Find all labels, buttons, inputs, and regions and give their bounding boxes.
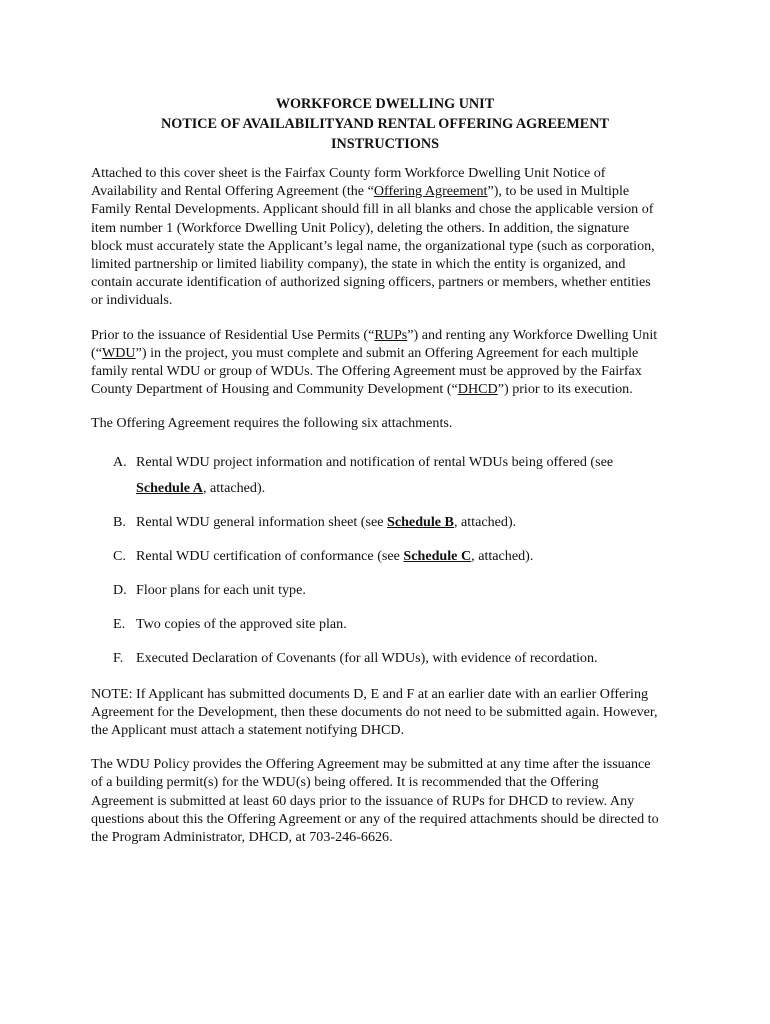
policy-paragraph: The WDU Policy provides the Offering Agreement may be submitted at any time after the issuance of a building permit(s) for the WDU(s) being offered. It is recommended that the Offering Agreement is submitted at least 60 days prior to the issuance of RUPs for DHCD to review. Any questions about this the Offering Agreement or any of the required attachments should be directed to the Program Administrator, DHCD, at 703-246-6626.	[91, 756, 659, 846]
attachment-text-end: , attached).	[202, 479, 266, 496]
intro-text-start: Attached to this cover sheet is the Fairfax County form Workforce Dwelling Unit Notice of Availability and Rental Offering Agreement (the “	[91, 165, 606, 200]
attachment-letter: D.	[113, 581, 127, 598]
document-title-block	[0, 94, 770, 154]
schedule-b-ref: Schedule B	[387, 513, 454, 530]
requirements-paragraph	[91, 326, 661, 399]
attachment-text: Rental WDU project information and notification of rental WDUs being offered (see	[136, 453, 614, 470]
attachments-intro: The Offering Agreement requires the following six attachments.	[91, 415, 453, 432]
attachment-letter: A.	[113, 453, 127, 470]
attachment-item	[91, 611, 661, 637]
attachment-letter: E.	[113, 615, 126, 632]
req-text-a: Prior to the issuance of Residential Use Permits (“	[91, 326, 375, 343]
title-line-2: NOTICE OF AVAILABILITYAND RENTAL OFFERING AGREEMENT	[161, 116, 609, 132]
req-text-c: ”) in the project, you must complete and submit an Offering Agreement for each multiple family rental WDU or group of WDUs. The Offering Agreement must be approved by the Fairfax County Department of Housing and Community Development (“	[91, 344, 642, 398]
attachment-text-end: , attached).	[471, 547, 534, 564]
req-text-b: ”) and renting any Workforce Dwelling Unit (“	[91, 326, 658, 361]
intro-paragraph	[91, 164, 661, 310]
attachment-item	[91, 509, 661, 535]
attachment-item	[91, 577, 661, 603]
schedule-c-ref: Schedule C	[403, 547, 472, 564]
schedule-a-ref: Schedule A	[136, 479, 203, 496]
req-text-d: ”) prior to its execution.	[497, 381, 633, 398]
intro-text-end: ”), to be used in Multiple Family Rental Developments. Applicant should fill in all blanks and chose the applicable version of item number 1 (Workforce Dwelling Unit Policy), deleting the others. In addition, the signature block must accurately state the Applicant’s legal name, the organizational type (such as corporation, limited partnership or limited liability company), the state in which the entity is organized, and contain accurate identification of authorized signing officers, partners or members, whether entities or individuals.	[91, 183, 655, 309]
attachment-item	[91, 645, 661, 671]
dhcd-term: DHCD	[457, 381, 498, 398]
attachment-letter: F.	[113, 649, 124, 666]
rups-term: RUPs	[374, 326, 408, 343]
attachment-text: Executed Declaration of Covenants (for all WDUs), with evidence of recordation.	[136, 649, 598, 666]
note-paragraph: NOTE: If Applicant has submitted documents D, E and F at an earlier date with an earlier Offering Agreement for the Development, then these documents do not need to be submitted again. However, the Applicant must attach a statement notifying DHCD.	[91, 685, 658, 739]
attachment-letter: C.	[113, 547, 126, 564]
attachment-letter: B.	[113, 513, 126, 530]
attachment-item	[91, 543, 661, 569]
wdu-term: WDU	[101, 344, 136, 361]
attachment-text-end: , attached).	[453, 513, 517, 530]
title-line-3: INSTRUCTIONS	[330, 136, 439, 152]
attachment-text: Two copies of the approved site plan.	[136, 615, 347, 632]
attachment-text: Rental WDU certification of conformance (see	[136, 547, 404, 564]
attachment-item	[91, 449, 661, 501]
attachment-text: Floor plans for each unit type.	[136, 581, 306, 598]
title-line-1: WORKFORCE DWELLING UNIT	[275, 96, 495, 112]
attachment-text: Rental WDU general information sheet (see	[136, 513, 387, 530]
attachments-list	[91, 449, 661, 671]
document-body	[91, 164, 661, 862]
offering-agreement-term: Offering Agreement	[373, 183, 488, 200]
